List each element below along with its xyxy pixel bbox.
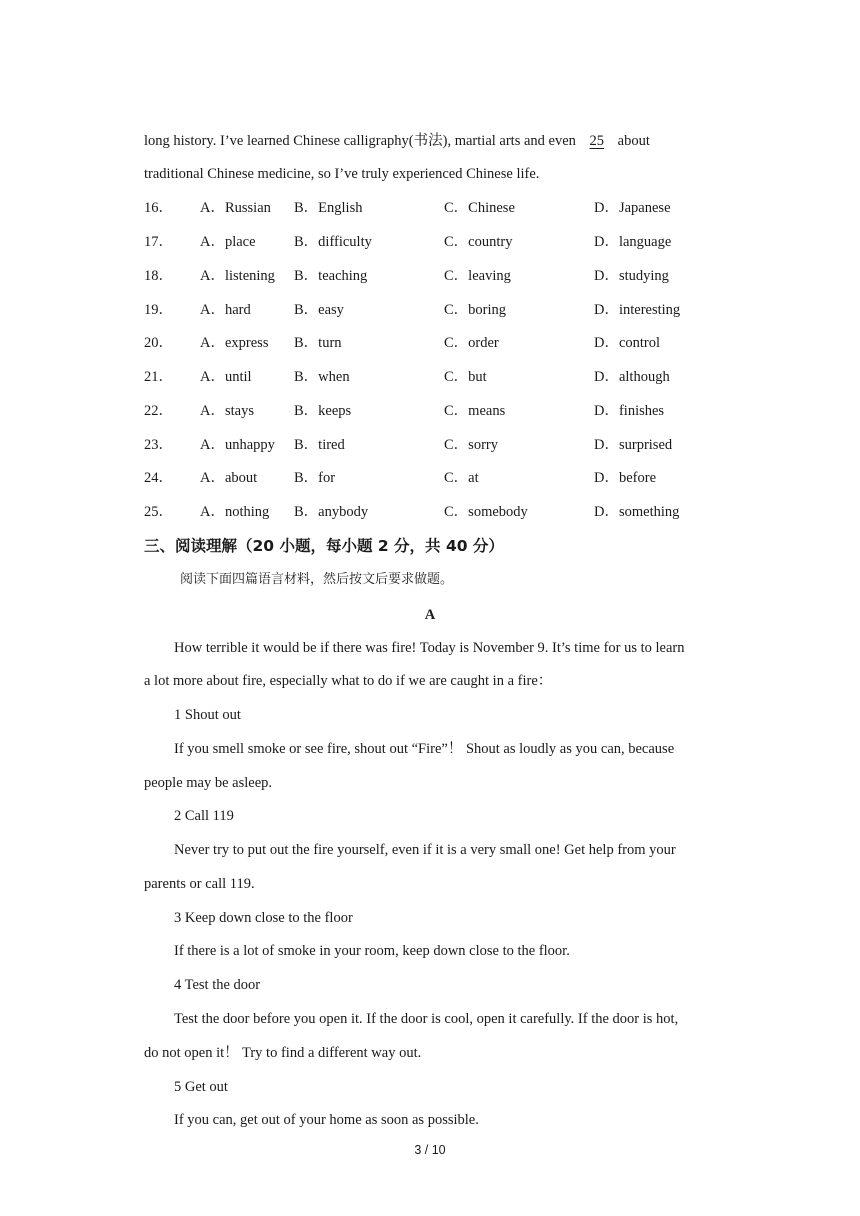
option-a: A．Russian	[200, 200, 271, 216]
question-number: 22．	[144, 403, 173, 419]
option-d: D．before	[594, 470, 657, 486]
paragraph-line: people may be asleep.	[144, 775, 273, 791]
question-row	[144, 401, 724, 421]
paragraph-line: How terrible it would be if there was fire! Today is November 9. It’s time for us to learn	[174, 640, 685, 656]
option-a: A．stays	[200, 403, 254, 419]
question-number: 24．	[144, 470, 173, 486]
option-a: A．place	[200, 234, 256, 250]
question-number: 17．	[144, 234, 173, 250]
paragraph-line: do not open it！ Try to find a different way out.	[144, 1045, 422, 1061]
paragraph-line: Test the door before you open it. If the door is cool, open it carefully. If the door is hot,	[174, 1011, 679, 1027]
section-heading: 三、阅读理解（20 小题，每小题 2 分，共 40 分）	[144, 537, 504, 555]
option-a: A．unhappy	[200, 437, 275, 453]
paragraph-line: If you smell smoke or see fire, shout out “Fire”！ Shout as loudly as you can, because	[174, 741, 675, 757]
tip-heading: 2 Call 119	[174, 808, 234, 824]
option-d: D．Japanese	[594, 200, 671, 216]
option-a: A．about	[200, 470, 258, 486]
intro-line-2: traditional Chinese medicine, so I’ve truly experienced Chinese life.	[144, 166, 540, 182]
option-a: A．express	[200, 335, 269, 351]
option-d: D．surprised	[594, 437, 673, 453]
option-b: B．for	[294, 470, 336, 486]
paragraph-line: If there is a lot of smoke in your room, keep down close to the floor.	[174, 943, 570, 959]
option-a: A．hard	[200, 302, 251, 318]
option-d: D．although	[594, 369, 670, 385]
option-c: C．leaving	[444, 268, 511, 284]
option-d: D．something	[594, 504, 680, 520]
question-row	[144, 367, 724, 387]
option-c: C．sorry	[444, 437, 498, 453]
question-row	[144, 333, 724, 353]
question-number: 16．	[144, 200, 173, 216]
option-a: A．nothing	[200, 504, 270, 520]
intro-line-1	[144, 131, 650, 151]
question-row	[144, 198, 724, 218]
option-a: A．listening	[200, 268, 275, 284]
page-indicator: 3 / 10	[414, 1143, 446, 1157]
passage-label: A	[424, 607, 436, 623]
section-instruction: 阅读下面四篇语言材料，然后按文后要求做题。	[180, 572, 454, 587]
option-b: B．when	[294, 369, 350, 385]
question-row	[144, 232, 724, 252]
option-d: D．language	[594, 234, 672, 250]
option-d: D．studying	[594, 268, 669, 284]
option-b: B．turn	[294, 335, 342, 351]
tip-heading: 5 Get out	[174, 1079, 228, 1095]
option-c: C．boring	[444, 302, 507, 318]
question-number: 25．	[144, 504, 173, 520]
question-number: 18．	[144, 268, 173, 284]
question-row	[144, 435, 724, 455]
option-b: B．anybody	[294, 504, 369, 520]
option-a: A．until	[200, 369, 252, 385]
paragraph-line: parents or call 119.	[144, 876, 255, 892]
option-b: B．teaching	[294, 268, 368, 284]
option-b: B．tired	[294, 437, 345, 453]
tip-heading: 1 Shout out	[174, 707, 241, 723]
option-b: B．easy	[294, 302, 344, 318]
option-c: C．order	[444, 335, 499, 351]
intro-text-after-blank: about	[614, 133, 650, 149]
option-d: D．interesting	[594, 302, 681, 318]
paragraph-line: If you can, get out of your home as soon as possible.	[174, 1112, 479, 1128]
question-row	[144, 502, 724, 522]
option-c: C．at	[444, 470, 479, 486]
option-c: C．Chinese	[444, 200, 515, 216]
option-c: C．somebody	[444, 504, 528, 520]
option-c: C．means	[444, 403, 506, 419]
tip-heading: 4 Test the door	[174, 977, 261, 993]
question-number: 20．	[144, 335, 173, 351]
intro-text-before-blank: long history. I’ve learned Chinese calligraphy(书法), martial arts and even	[144, 133, 580, 149]
option-c: C．country	[444, 234, 513, 250]
blank-25: 25	[589, 133, 605, 149]
question-row	[144, 266, 724, 286]
question-number: 23．	[144, 437, 173, 453]
paragraph-line: a lot more about fire, especially what to do if we are caught in a fire：	[144, 673, 553, 689]
option-c: C．but	[444, 369, 487, 385]
question-row	[144, 300, 724, 320]
question-number: 21．	[144, 369, 173, 385]
option-b: B．difficulty	[294, 234, 372, 250]
tip-heading: 3 Keep down close to the floor	[174, 910, 353, 926]
option-d: D．finishes	[594, 403, 665, 419]
question-number: 19．	[144, 302, 173, 318]
option-d: D．control	[594, 335, 661, 351]
paragraph-line: Never try to put out the fire yourself, even if it is a very small one! Get help from your	[174, 842, 676, 858]
option-b: B．English	[294, 200, 363, 216]
option-b: B．keeps	[294, 403, 352, 419]
question-row	[144, 468, 724, 488]
